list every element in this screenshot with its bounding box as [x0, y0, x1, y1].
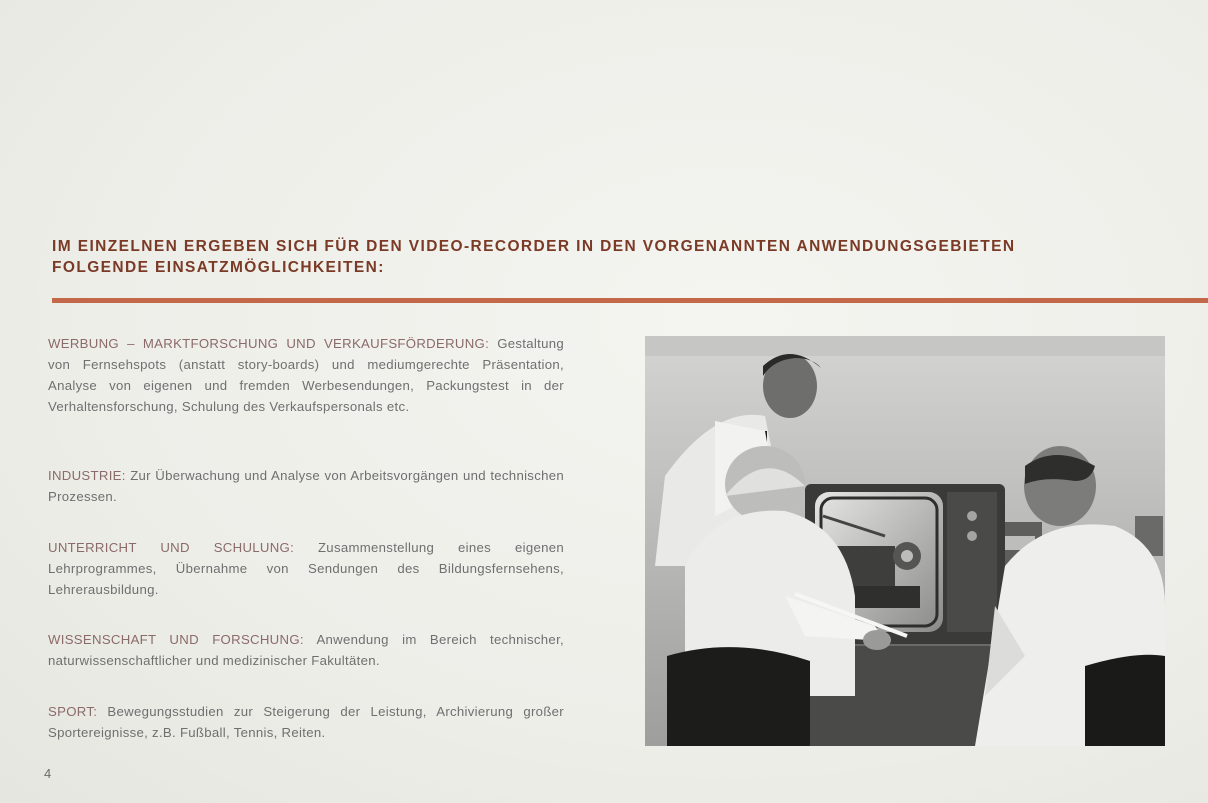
section-industrie	[48, 465, 564, 507]
photo-men-at-monitor	[645, 336, 1165, 746]
section-text: Gestaltung von Fernsehspots (anstatt story-boards) und mediumgerechte Präsentation, Analyse von eigenen und fremden Werbesendungen, Packungstest in der Verhaltensforschung, Schulung des Verkaufspersonals etc.	[48, 336, 564, 414]
photo-illustration	[645, 336, 1165, 746]
section-label: INDUSTRIE:	[48, 468, 131, 483]
section-label: SPORT:	[48, 704, 108, 719]
page-number: 4	[44, 766, 52, 781]
section-text: Anwendung im Bereich technischer, naturwissenschaftlicher und medizinischer Fakultäten.	[48, 632, 564, 668]
section-text: Bewegungsstudien zur Steigerung der Leistung, Archivierung großer Sportereignisse, z.B. Fußball, Tennis, Reiten.	[48, 704, 565, 740]
section-sport	[48, 701, 564, 743]
section-werbung	[48, 333, 564, 417]
section-label: WISSENSCHAFT UND FORSCHUNG:	[48, 632, 317, 647]
accent-divider	[52, 298, 1208, 303]
section-text: Zur Überwachung und Analyse von Arbeitsvorgängen und technischen Prozessen.	[48, 468, 564, 504]
section-label: UNTERRICHT UND SCHULUNG:	[48, 540, 318, 555]
section-label: WERBUNG – MARKTFORSCHUNG UND VERKAUFSFÖRDERUNG:	[48, 336, 498, 351]
section-text: Zusammenstellung eines eigenen Lehrprogrammes, Übernahme von Sendungen des Bildungsfernsehens, Lehrerausbildung.	[48, 540, 564, 597]
page-heading	[52, 236, 1172, 278]
section-wissenschaft	[48, 629, 564, 671]
heading-line-1: IM EINZELNEN ERGEBEN SICH FÜR DEN VIDEO-RECORDER IN DEN VORGENANNTEN ANWENDUNGSGEBIETEN	[52, 238, 1016, 255]
section-unterricht	[48, 537, 564, 600]
heading-line-2: FOLGENDE EINSATZMÖGLICHKEITEN:	[52, 259, 385, 276]
